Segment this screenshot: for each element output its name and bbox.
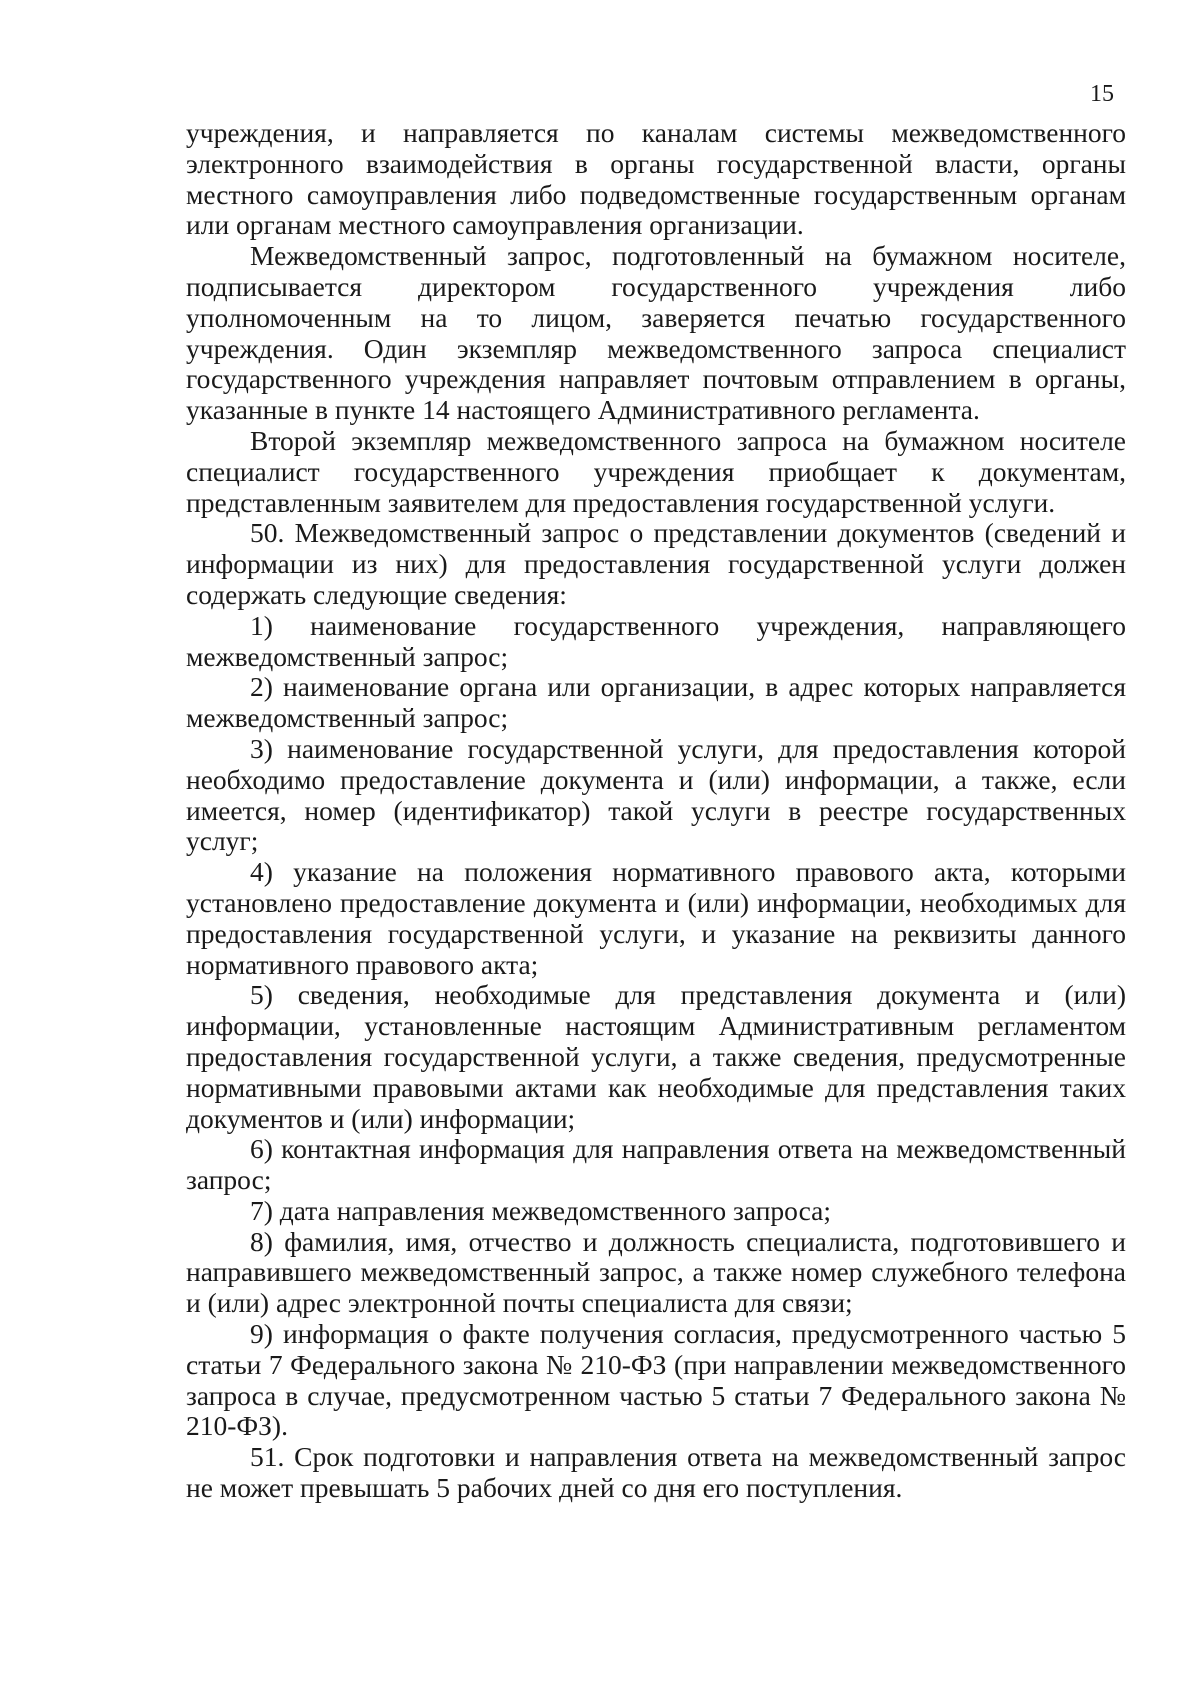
paragraph-clause-50: 50. Межведомственный запрос о представлении документов (сведений и информации из них) для предоставления государственной услуги должен содержать следующие сведения: xyxy=(186,517,1126,610)
list-item-2: 2) наименование органа или организации, в адрес которых направляется межведомственный запрос; xyxy=(186,671,1126,734)
list-item-8: 8) фамилия, имя, отчество и должность специалиста, подготовившего и направившего межведомственный запрос, а также номер служебного телефона и (или) адрес электронной почты специалиста для связи; xyxy=(186,1225,1126,1319)
list-item-7: 7) дата направления межведомственного запроса; xyxy=(250,1194,831,1226)
paragraph-second-copy: Второй экземпляр межведомственного запроса на бумажном носителе специалист государственного учреждения приобщает к документам, представленным заявителем для предоставления государственной услуги. xyxy=(186,424,1126,518)
paragraph-request-signing: Межведомственный запрос, подготовленный на бумажном носителе, подписывается директором государственного учреждения либо уполномоченным на то лицом, заверяется печатью государственного учреждения. Один экземпляр межведомственного запроса специалист государственного учреждения направляет почтовым отправлением в органы, указанные в пункте 14 настоящего Административного регламента. xyxy=(186,240,1126,426)
paragraph-clause-51: 51. Срок подготовки и направления ответа на межведомственный запрос не может превышать 5 рабочих дней со дня его поступления. xyxy=(186,1441,1126,1504)
list-item-9: 9) информация о факте получения согласия, предусмотренного частью 5 статьи 7 Федерального закона № 210-ФЗ (при направлении межведомственного запроса в случае, предусмотренном частью 5 статьи 7 Федерального закона № 210-ФЗ). xyxy=(186,1318,1126,1442)
paragraph-continuation: учреждения, и направляется по каналам системы межведомственного электронного взаимодействия в органы государственной власти, органы местного самоуправления либо подведомственные государственным органам или органам местного самоуправления организации. xyxy=(186,117,1126,241)
list-item-6: 6) контактная информация для направления ответа на межведомственный запрос; xyxy=(186,1133,1126,1196)
document-body xyxy=(186,118,1126,1504)
list-item-4: 4) указание на положения нормативного правового акта, которыми установлено предоставление документа и (или) информации, необходимых для предоставления государственной услуги, и указание на реквизиты данного нормативного правового акта; xyxy=(186,856,1126,980)
list-item-1: 1) наименование государственного учреждения, направляющего межведомственный запрос; xyxy=(186,609,1126,672)
list-item-3: 3) наименование государственной услуги, для предоставления которой необходимо предоставление документа и (или) информации, а также, если имеется, номер (идентификатор) такой услуги в реестре государственных услуг; xyxy=(186,732,1126,857)
page-number: 15 xyxy=(1090,81,1114,107)
list-item-5: 5) сведения, необходимые для представления документа и (или) информации, установленные настоящим Административным регламентом предоставления государственной услуги, а также сведения, предусмотренные нормативными правовыми актами как необходимые для представления таких документов и (или) информации; xyxy=(186,979,1126,1134)
